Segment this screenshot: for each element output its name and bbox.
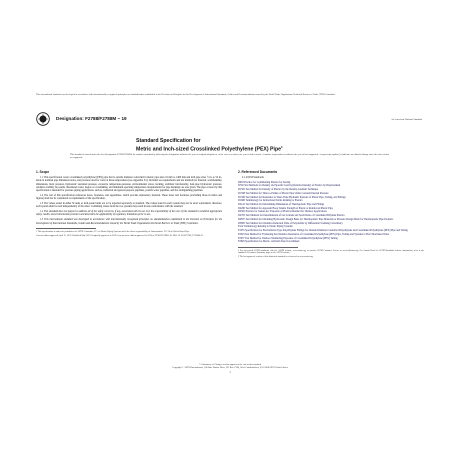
astm-logo-icon (36, 112, 50, 126)
reference-link[interactable]: F2657 Test Method for Outdoor Weathering Exposure of Crosslinked Polyethylene (PEX) Tubing (238, 236, 338, 240)
reference-link[interactable]: D1600 Terminology for Abbreviated Terms Relating to Plastics (238, 199, 303, 203)
right-column (238, 170, 424, 260)
designation: Designation: F2788/F2788M − 19 (56, 116, 127, 121)
footnote: 1 This specification is under the jurisdiction of ASTM Committee F17 on Plastic Piping Systems and is the direct responsibility of Subcommittee F17.26 on Olefin Based Pipe. (36, 230, 190, 233)
reference-link[interactable]: D1505 Test Method for Density of Plastics by the Density-Gradient Technique (238, 188, 319, 192)
reference-link[interactable]: F2023 Test Method for Evaluating the Oxidative Resistance of Crosslinked Polyethylene (PEX) Pipe, Tubing and Systems to Hot Chlorinated Water (238, 232, 390, 236)
title-footnote-mark: 1 (281, 145, 283, 150)
reference-link[interactable]: D618 Practice for Conditioning Plastics for Testing (238, 180, 291, 184)
reference-link[interactable]: D2765 Test Methods for Determination of Gel Content and Swell Ratio of Crosslinked Ethylene Plastics (238, 214, 345, 218)
scope-heading: 1. Scope (36, 170, 50, 174)
reference-link[interactable]: D2122 Test Method for Determining Dimensions of Thermoplastic Pipe and Fittings (238, 202, 325, 206)
standard-note: This standard is issued under the fixed designation F2788/F2788M; the number immediately following the designation indicates the year of original adoption or, in the case of revision, the year of last revision. A number in parentheses indicates the year of last reapproval. A superscript epsilon (ε) indicates an editorial change since the last revision or reapproval. (70, 154, 389, 159)
reference-link[interactable]: D3895 Test Method for Oxidative-Induction Time of Polyolefins by Differential Scanning Calorimetry (238, 221, 343, 225)
footnote-divider (36, 228, 96, 229)
page-number: 1 (229, 371, 231, 374)
reference-link[interactable]: D2837 Test Method for Obtaining Hydrostatic Design Basis for Thermoplastic Pipe Materials or Pressure Design Basis for Thermoplastic Pipe Products (238, 217, 394, 221)
reference-link[interactable]: D2565 Practice for Xenon-Arc Exposure of Plastics Intended for Outdoor Applications (238, 210, 327, 214)
scope-paragraph: 1.1 This specification covers crosslinked polyethylene (PEX) pipe that is outside diameter controlled in metric pipe sizes 16 mm to 1400 mm and inch pipe sizes ½ in. to 54 in., made in nominal pipe dimension ratios, and pressure rated for water at three temperatures (see Appendix X1). Included are requirements and test methods for material, workmanship, dimensions, burst pressure, hydrostatic sustained pressure, excessive temperature-pressure, environmental stress cracking, stabilizer functionality, bent-pipe hydrostatic pressure, oxidative stability in potable chlorinated water, degree of crosslinking, and minimum operating temperature. Requirements for pipe markings are also given. The pipe covered by this specification is intended for pressure piping applications, such as, industrial and general purpose pipelines, potable water pipelines, and fire extinguishing pipelines. (36, 175, 222, 193)
reference-link[interactable]: D1599 Test Method for Resistance to Short-Time Hydraulic Pressure of Plastic Pipe, Tubing, and Fittings (238, 195, 346, 199)
scope-paragraph: 1.4 This standard does not purport to address all of the safety concerns, if any, associated with its use. It is the responsibility of the user of this standard to establish appropriate safety, health, and environmental practices and determine the applicability of regulatory limitations prior to use. (36, 210, 222, 217)
footnote: 2 For referenced ASTM standards, visit the ASTM website, www.astm.org, or contact ASTM Customer Service at service@astm.org. For Annual Book of ASTM Standards volume information, refer to the standard's Document Summary page on the ASTM website. (238, 249, 424, 255)
reference-link[interactable]: D1598 Test Method for Time-to-Failure of Plastic Pipe Under Constant Internal Pressure (238, 191, 329, 195)
references-heading: 2. Referenced Documents (238, 170, 278, 174)
reference-link[interactable]: F1055 Specification for Electrofusion Type Polyethylene Fittings for Outside Diameter Controlled Polyethylene and Crosslinked Polyethylene (PEX) Pipe and Tubing (238, 229, 408, 233)
reference-link[interactable]: D2290 Test Method for Apparent Hoop Tensile Strength of Plastic or Reinforced Plastic Pipe (238, 206, 333, 210)
reference-link[interactable]: D792 Test Methods for Density and Specific Gravity (Relative Density) of Plastics by Displacement (238, 184, 341, 188)
reference-link[interactable]: F412 Terminology Relating to Plastic Piping Systems (238, 225, 293, 229)
reference-link[interactable]: F2829 Specification for Metric- and Inch-Sized Crosslinked (238, 240, 300, 244)
copyright-address: Copyright © ASTM International, 100 Barr Harbor Drive, PO Box C700, West Conshohocken, PA 19428-2959. United States (172, 367, 288, 369)
title-line-2: Metric and Inch-sized Crosslinked Polyethylene (PEX) Pipe$^1$ (136, 145, 283, 153)
page-title (36, 138, 424, 153)
footnote-divider (238, 247, 298, 248)
scope-paragraph: 1.3 The values stated in either SI units or inch-pound units are to be regarded separately as standard. The values stated in each system may not be exact equivalents; therefore, each system shall be used independently of the other. Combining values from the two systems may result in non-conformance with the standard. (36, 202, 222, 209)
left-column (36, 170, 222, 238)
footnote: Current edition approved April 15, 2019. Published May 2019. Originally approved in 2009. Last previous edition approved in 2018 as F2788/F2788M–18. DOI: 10.1520/F2788_F2788M-19. (36, 234, 204, 237)
references-intro: 2.1 ASTM Standards: (242, 175, 265, 179)
scope-paragraph: 1.5 This international standard was developed in accordance with internationally recognized principles on standardization established in the Decision on Principles for the Development of International Standards, Guides and Recommendations issued by the World Trade Organization Technical Barriers to Trade (TBT) Committee. (36, 218, 222, 225)
wto-notice: This international standard was developed in accordance with internationally recognized principles on standardization established in the Decision on Principles for the Development of International Standards, Guides and Recommendations issued by the World Trade Organization Technical Barriers to Trade (TBT) Committee. (36, 94, 337, 96)
footnote: 3 The last approved version of this historical standard is referenced on www.astm.org. (238, 256, 314, 259)
summary-note: *A Summary of Changes section appears at the end of this standard (198, 364, 262, 366)
approval-note: An American National Standard (391, 118, 422, 121)
title-line-1: Standard Specification for (136, 138, 201, 144)
scope-paragraph: 1.2 The text of this specification references notes, footnotes, and appendixes, which provide explanatory material. These notes and footnotes (excluding those in tables and figures) shall not be considered as requirements of the specification. (36, 193, 222, 201)
page-footer (36, 364, 424, 370)
